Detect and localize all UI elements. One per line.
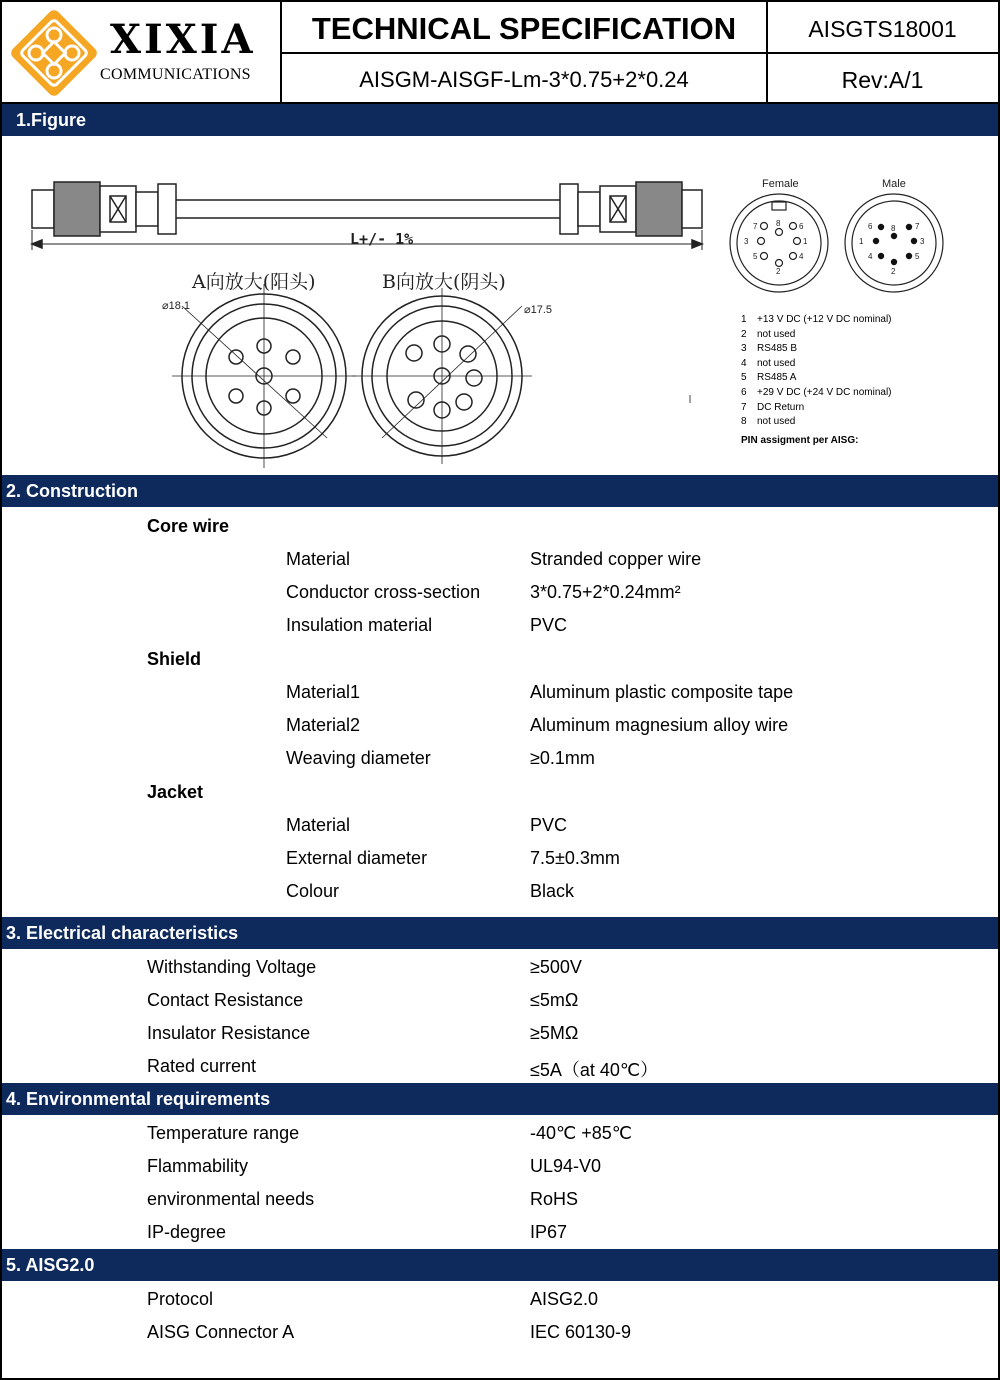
spec-value: Aluminum magnesium alloy wire: [530, 715, 789, 735]
spec-value: PVC: [530, 815, 568, 835]
spec-label: Material2: [286, 715, 361, 735]
spec-value: ≤5A（at 40℃）: [530, 1060, 659, 1080]
male-label: Male: [882, 178, 906, 190]
group-title-shield: Shield: [147, 649, 202, 669]
spec-label: Protocol: [147, 1289, 214, 1309]
spec-label: Conductor cross-section: [286, 582, 481, 602]
spec-value: 7.5±0.3mm: [530, 848, 620, 868]
pin-row: 4 not used: [741, 358, 796, 369]
spec-value: IP67: [530, 1222, 568, 1242]
spec-value: ≥500V: [530, 957, 582, 977]
pin-row: 1 +13 V DC (+12 V DC nominal): [741, 314, 892, 325]
svg-text:1: 1: [859, 237, 864, 246]
spec-label: Material1: [286, 682, 361, 702]
figure-area: [2, 138, 998, 474]
document-number: AISGTS18001: [808, 16, 957, 42]
svg-text:7: 7: [753, 222, 758, 231]
spec-label: Temperature range: [147, 1123, 300, 1143]
section-bar-aisg: 5. AISG2.0: [2, 1249, 998, 1281]
spec-value: AISG2.0: [530, 1289, 599, 1309]
spec-value: ≤5mΩ: [530, 990, 579, 1010]
spec-label: Flammability: [147, 1156, 249, 1176]
pin-row: 6 +29 V DC (+24 V DC nominal): [741, 387, 892, 398]
spec-value: UL94-V0: [530, 1156, 602, 1176]
section-bar-environmental: 4. Environmental requirements: [2, 1083, 998, 1115]
spec-label: Insulator Resistance: [147, 1023, 311, 1043]
spec-label: Colour: [286, 881, 340, 901]
svg-text:2: 2: [776, 267, 781, 276]
svg-text:4: 4: [868, 252, 873, 261]
spec-value: RoHS: [530, 1189, 579, 1209]
male-face-drawing: [172, 284, 356, 468]
spec-value: Stranded copper wire: [530, 549, 702, 569]
svg-text:3: 3: [920, 237, 925, 246]
company-logo: [6, 6, 102, 100]
pin-assignment-title: PIN assigment per AISG:: [741, 435, 859, 446]
svg-text:8: 8: [891, 224, 896, 233]
view-b-diameter: ⌀17.5: [524, 304, 553, 316]
svg-text:2: 2: [891, 267, 896, 276]
spec-label: environmental needs: [147, 1189, 315, 1209]
spec-label: Rated current: [147, 1056, 257, 1076]
section-bar-figure: 1.Figure: [2, 104, 998, 136]
female-label: Female: [762, 178, 799, 190]
header: [2, 2, 998, 104]
spec-label: IP-degree: [147, 1222, 227, 1242]
spec-value: 3*0.75+2*0.24mm²: [530, 582, 681, 602]
view-a-diameter: ⌀18.1: [162, 300, 191, 312]
spec-value: Black: [530, 881, 575, 901]
spec-label: Material: [286, 549, 351, 569]
length-label: L+/- 1%: [350, 230, 414, 248]
spec-label: Contact Resistance: [147, 990, 304, 1010]
female-face-drawing: [352, 288, 532, 464]
spec-label: External diameter: [286, 848, 428, 868]
group-title-jacket: Jacket: [147, 782, 204, 802]
spec-value: IEC 60130-9: [530, 1322, 632, 1342]
spec-label: Withstanding Voltage: [147, 957, 317, 977]
section-bar-electrical: 3. Electrical characteristics: [2, 917, 998, 949]
svg-text:7: 7: [915, 222, 920, 231]
spec-label: Insulation material: [286, 615, 433, 635]
svg-text:8: 8: [776, 219, 781, 228]
spec-value: -40℃ +85℃: [530, 1123, 632, 1143]
svg-text:6: 6: [799, 222, 804, 231]
spec-value: ≥5MΩ: [530, 1023, 579, 1043]
pin-row: 5 RS485 A: [741, 372, 797, 383]
pin-row: 8 not used: [741, 416, 796, 427]
connector-drawing: [2, 138, 998, 474]
model-number: AISGM-AISGF-Lm-3*0.75+2*0.24: [359, 67, 689, 92]
pin-row: 3 RS485 B: [741, 343, 798, 354]
spec-value: ≥0.1mm: [530, 748, 595, 768]
spec-label: AISG Connector A: [147, 1322, 295, 1342]
view-b-label: B向放大(阴头): [382, 271, 506, 293]
spec-label: Material: [286, 815, 351, 835]
pin-row: 2 not used: [741, 329, 796, 340]
section-bar-construction: 2. Construction: [2, 475, 998, 507]
spec-value: PVC: [530, 615, 568, 635]
view-a-label: A向放大(阳头): [192, 271, 316, 293]
pin-row: 7 DC Return: [741, 402, 805, 413]
spec-value: Aluminum plastic composite tape: [530, 682, 794, 702]
svg-text:1: 1: [803, 237, 808, 246]
group-title-core-wire: Core wire: [147, 516, 230, 536]
svg-text:5: 5: [915, 252, 920, 261]
brand-name: XIXIA: [110, 16, 256, 63]
svg-text:4: 4: [799, 252, 804, 261]
svg-text:3: 3: [744, 237, 749, 246]
svg-text:6: 6: [868, 222, 873, 231]
brand-subtitle: COMMUNICATIONS: [100, 66, 251, 83]
svg-text:5: 5: [753, 252, 758, 261]
document-title: TECHNICAL SPECIFICATION: [311, 11, 737, 46]
spec-label: Weaving diameter: [286, 748, 431, 768]
revision: Rev:A/1: [841, 67, 924, 93]
